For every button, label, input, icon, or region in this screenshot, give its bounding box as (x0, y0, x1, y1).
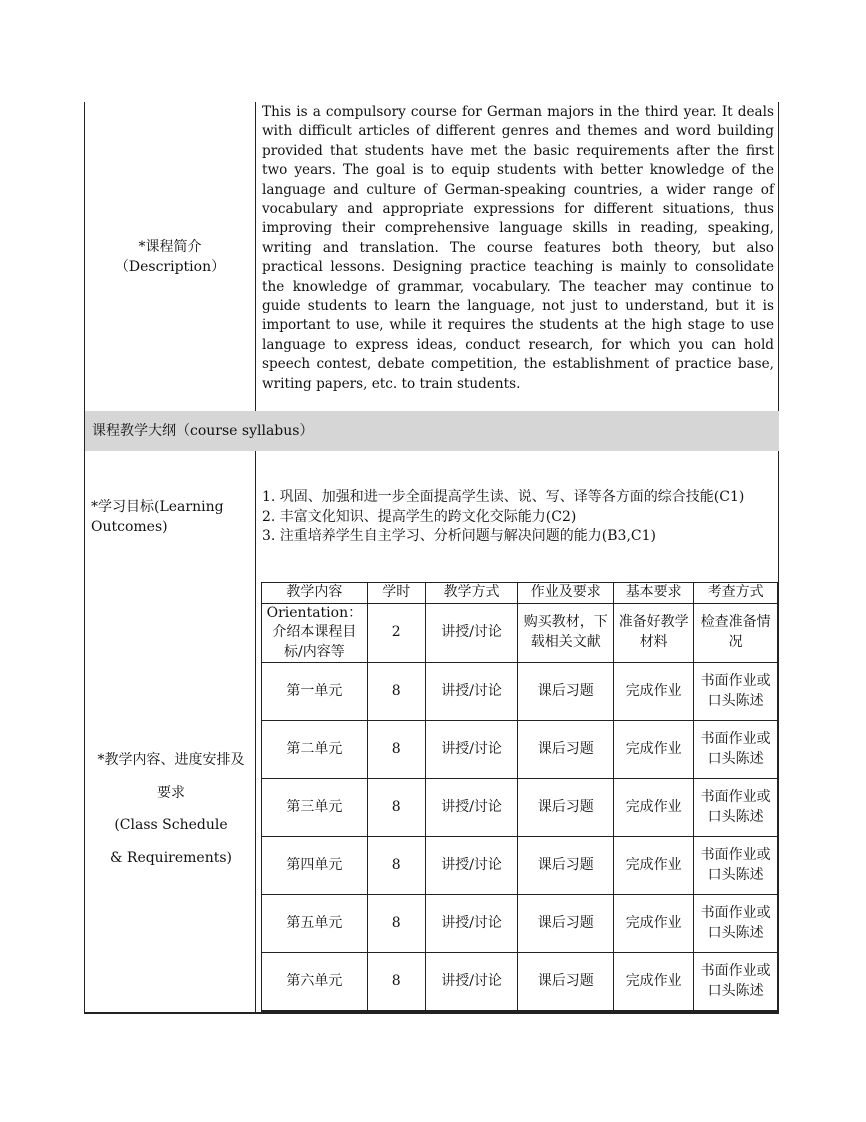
table-row (262, 603, 778, 663)
learning-outcome-item: 1. 巩固、加强和进一步全面提高学生读、说、写、译等各方面的综合技能(C1) (262, 489, 745, 505)
table-row (262, 721, 778, 779)
cell-assessment: 书面作业或口头陈述 (694, 663, 778, 721)
frame-left-border (84, 102, 85, 1013)
schedule-label-line2: 要求 (157, 784, 185, 801)
cell-assignment: 购买教材，下载相关文献 (518, 603, 614, 663)
description-label-zh: *课程简介 (138, 239, 202, 255)
cell-hours: 8 (367, 895, 425, 953)
table-row (262, 779, 778, 837)
schedule-label-line1: *教学内容、进度安排及 (97, 752, 245, 768)
cell-hours: 8 (367, 953, 425, 1012)
schedule-header-row (262, 583, 778, 604)
cell-hours: 8 (367, 663, 425, 721)
table-row (262, 663, 778, 721)
schedule-table (261, 582, 778, 1012)
header-assignment: 作业及要求 (518, 583, 614, 604)
cell-basic-requirement: 完成作业 (614, 953, 694, 1012)
learning-outcomes-label-line1: *学习目标(Learning (91, 499, 224, 515)
cell-assignment: 课后习题 (518, 837, 614, 895)
description-label-en: （Description） (114, 259, 226, 275)
header-assessment: 考查方式 (694, 583, 778, 604)
learning-outcome-item: 2. 丰富文化知识、提高学生的跨文化交际能力(C2) (262, 508, 577, 525)
frame-bottom-border (84, 1012, 779, 1014)
cell-content: 第三单元 (262, 779, 368, 837)
learning-outcome-item: 3. 注重培养学生自主学习、分析问题与解决问题的能力(B3,C1) (262, 528, 656, 544)
cell-assessment: 检查准备情况 (694, 603, 778, 663)
cell-method: 讲授/讨论 (425, 663, 518, 721)
cell-assignment: 课后习题 (518, 663, 614, 721)
cell-basic-requirement: 准备好教学材料 (614, 603, 694, 663)
description-label (86, 237, 254, 277)
cell-content: 第四单元 (262, 837, 368, 895)
cell-assignment: 课后习题 (518, 953, 614, 1012)
cell-method: 讲授/讨论 (425, 953, 518, 1012)
frame-column-divider-bottom (255, 451, 256, 1013)
cell-hours: 8 (367, 779, 425, 837)
cell-assessment: 书面作业或口头陈述 (694, 895, 778, 953)
schedule-label (88, 744, 254, 874)
cell-basic-requirement: 完成作业 (614, 895, 694, 953)
cell-assessment: 书面作业或口头陈述 (694, 779, 778, 837)
table-row (262, 837, 778, 895)
cell-assignment: 课后习题 (518, 895, 614, 953)
cell-basic-requirement: 完成作业 (614, 663, 694, 721)
cell-method: 讲授/讨论 (425, 837, 518, 895)
header-method: 教学方式 (425, 583, 518, 604)
cell-assessment: 书面作业或口头陈述 (694, 837, 778, 895)
header-basic-requirement: 基本要求 (614, 583, 694, 604)
cell-method: 讲授/讨论 (425, 603, 518, 663)
table-row (262, 953, 778, 1012)
learning-outcomes-label-line2: Outcomes) (91, 519, 168, 535)
header-content: 教学内容 (262, 583, 368, 604)
cell-basic-requirement: 完成作业 (614, 779, 694, 837)
cell-hours: 8 (367, 837, 425, 895)
cell-method: 讲授/讨论 (425, 779, 518, 837)
cell-method: 讲授/讨论 (425, 721, 518, 779)
cell-hours: 8 (367, 721, 425, 779)
cell-assignment: 课后习题 (518, 779, 614, 837)
table-row (262, 895, 778, 953)
frame-column-divider-top (255, 102, 256, 411)
frame-right-border (778, 102, 779, 1013)
header-hours: 学时 (367, 583, 425, 604)
cell-content: Orientation：介绍本课程目标/内容等 (262, 603, 368, 663)
cell-hours: 2 (367, 603, 425, 663)
cell-basic-requirement: 完成作业 (614, 721, 694, 779)
cell-assessment: 书面作业或口头陈述 (694, 721, 778, 779)
schedule-label-line3: (Class Schedule (114, 817, 228, 833)
cell-content: 第五单元 (262, 895, 368, 953)
schedule-label-line4: & Requirements) (109, 849, 233, 866)
cell-content: 第一单元 (262, 663, 368, 721)
syllabus-heading: 课程教学大纲（course syllabus） (92, 423, 314, 439)
learning-outcomes-list (262, 488, 782, 547)
cell-content: 第二单元 (262, 721, 368, 779)
cell-basic-requirement: 完成作业 (614, 837, 694, 895)
cell-assessment: 书面作业或口头陈述 (694, 953, 778, 1012)
description-text: This is a compulsory course for German majors in the third year. It deals with difficult articles of different genres and themes and word building provided that students have met the basic requirements after the first two years. The goal is to equip students with better knowledge of the language and culture of German-speaking countries, a wider range of vocabulary and appropriate expressions for different situations, thus improving their comprehensive language skills in reading, speaking, writing and translation. The course features both theory, but also practical lessons. Designing practice teaching is mainly to consolidate the knowledge of grammar, vocabulary. The teacher may continue to guide students to learn the language, not just to understand, but it is important to use, while it requires the students at the high stage to use language to express ideas, conduct research, for which you can hold speech contest, debate competition, the establishment of practice base, writing papers, etc. to train students. (262, 104, 774, 392)
cell-method: 讲授/讨论 (425, 895, 518, 953)
learning-outcomes-label (91, 497, 251, 537)
cell-content: 第六单元 (262, 953, 368, 1012)
cell-assignment: 课后习题 (518, 721, 614, 779)
